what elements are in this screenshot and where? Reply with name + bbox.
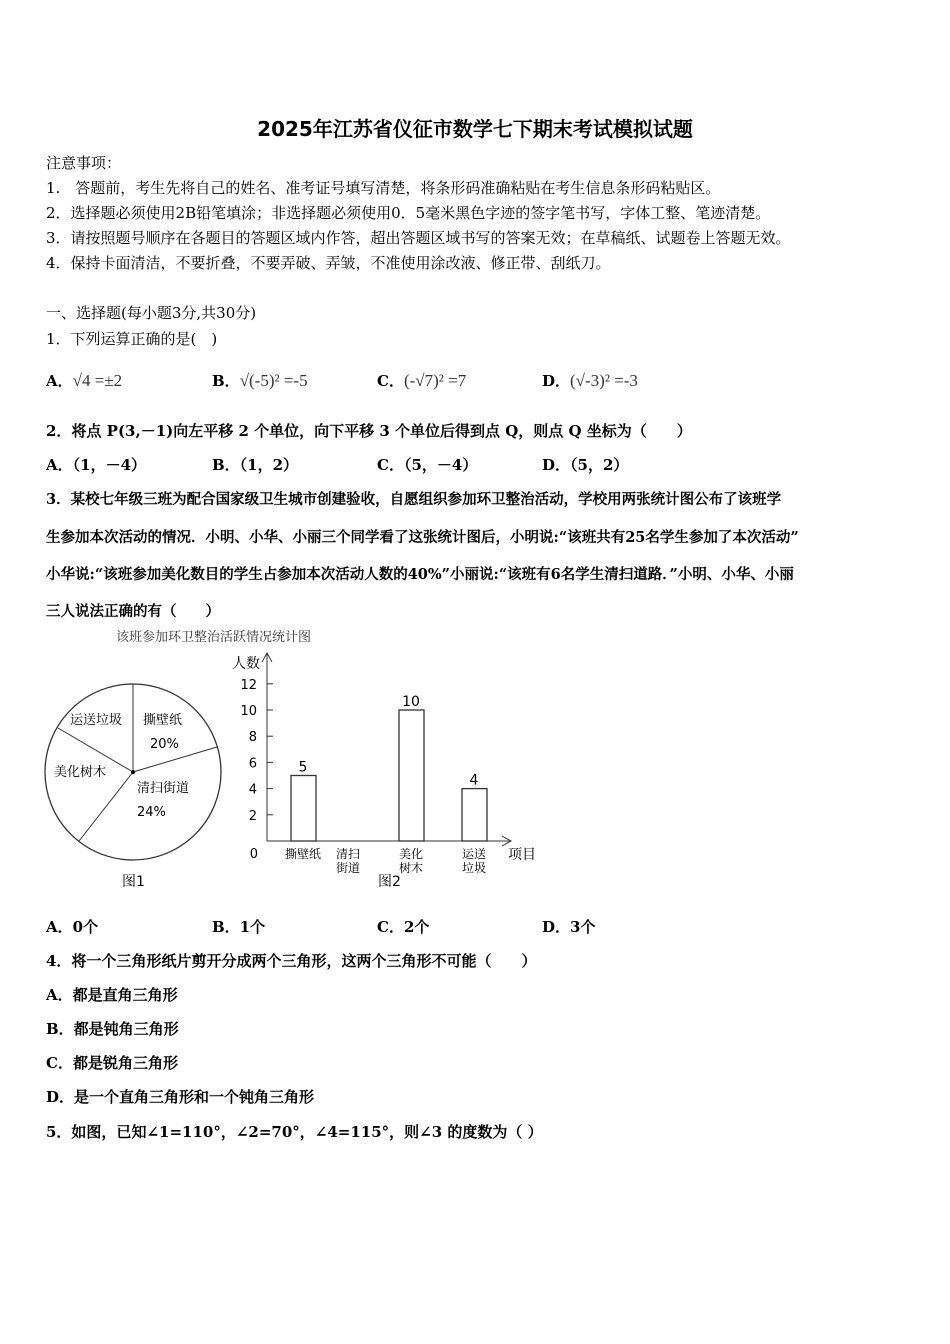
q1-option-b: B．√(-5)² =-5: [212, 371, 308, 390]
notice-item: 1. 答题前，考生先将自己的姓名、准考证号填写清楚，将条形码准确粘贴在考生信息条形码粘贴区。: [46, 179, 721, 197]
y-tick-label: 10: [240, 704, 257, 719]
bar-value-label: 4: [469, 772, 479, 789]
pie-value: 24%: [137, 805, 166, 820]
notice-item: 4．保持卡面清洁，不要折叠，不要弄破、弄皱，不准使用涂改液、修正带、刮纸刀。: [46, 254, 611, 272]
q2-stem: 2．将点 P(3,－1)向左平移 2 个单位，向下平移 3 个单位后得到点 Q，则点 Q 坐标为（ ）: [46, 422, 692, 440]
x-tick-label: 清扫: [335, 847, 361, 861]
pie-label: 运送垃圾: [70, 713, 123, 728]
y-tick-label: 2: [248, 808, 257, 824]
notice-heading: 注意事项：: [46, 154, 122, 172]
pie-chart: [45, 684, 221, 890]
x-axis-label: 项目: [508, 847, 536, 863]
notice-item: 3．请按照题号顺序在各题目的答题区域内作答，超出答题区域书写的答案无效；在草稿纸、试题卷上答题无效。: [46, 229, 791, 247]
bar: [291, 776, 316, 842]
section-heading: 一、选择题(每小题3分,共30分): [46, 304, 257, 322]
bar: [462, 789, 487, 841]
bar-value-label: 10: [402, 694, 420, 710]
pie-value: 20%: [150, 737, 179, 752]
q3-option-b: B．1个: [212, 918, 266, 936]
pie-center: [131, 770, 135, 774]
x-tick-label: 垃圾: [461, 861, 487, 875]
q4-option-b: B．都是钝角三角形: [46, 1020, 179, 1038]
q3-option-a: A．0个: [46, 918, 99, 936]
q3-line: 生参加本次活动的情况．小明、小华、小丽三个同学看了这张统计图后，小明说:“该班共有25名学生参加了本次活动”: [46, 529, 799, 546]
pie-label: 撕壁纸: [143, 713, 183, 728]
q4-stem: 4．将一个三角形纸片剪开分成两个三角形，这两个三角形不可能（ ）: [46, 952, 537, 970]
y-tick-label: 12: [240, 677, 257, 693]
pie-divider: [79, 772, 133, 841]
x-tick-label: 运送: [461, 847, 487, 861]
y-tick-label: 0: [249, 847, 258, 862]
y-tick-label: 8: [248, 730, 257, 746]
q2-option-d: D．（5，2）: [542, 456, 629, 474]
q3-line: 3．某校七年级三班为配合国家级卫生城市创建验收，自愿组织参加环卫整治活动，学校用两张统计图公布了该班学: [46, 491, 782, 508]
bar-caption: 图2: [378, 874, 401, 890]
y-tick-label: 6: [248, 756, 257, 772]
x-tick-label: 树木: [398, 861, 424, 875]
q4-option-c: C．都是锐角三角形: [46, 1054, 178, 1072]
notice-item: 2．选择题必须使用2B铅笔填涂；非选择题必须使用0．5毫米黑色字迹的签字笔书写，字体工整、笔迹清楚。: [46, 204, 771, 222]
q4-option-d: D．是一个直角三角形和一个钝角三角形: [46, 1088, 315, 1106]
y-tick-label: 4: [248, 782, 257, 798]
q3-option-c: C．2个: [377, 918, 430, 936]
q2-option-c: C．（5，－4）: [377, 456, 478, 474]
q2-option-b: B．（1，2）: [212, 456, 299, 474]
x-tick-label: 街道: [335, 861, 361, 875]
pie-label: 清扫街道: [137, 781, 190, 796]
q1-option-c: C．(-√7)² =7: [377, 371, 467, 390]
bar: [399, 710, 424, 841]
q2-option-a: A．（1，－4）: [46, 456, 147, 474]
q3-option-d: D．3个: [542, 918, 596, 936]
pie-caption: 图1: [122, 874, 145, 890]
y-axis-label: 人数: [232, 656, 260, 672]
q3-line: 小华说:“该班参加美化数目的学生占参加本次活动人数的40%”小丽说:“该班有6名学生清扫道路．”小明、小华、小丽: [46, 566, 794, 583]
page-title: 2025年江苏省仪征市数学七下期末考试模拟试题: [257, 117, 693, 141]
bar-value-label: 5: [298, 759, 308, 776]
statistics-figures: [0, 620, 560, 900]
q1-stem: 1．下列运算正确的是( ): [46, 330, 218, 348]
bar-chart: [232, 653, 536, 890]
pie-label: 美化树木: [54, 765, 107, 780]
x-tick-label: 美化: [398, 847, 424, 861]
x-tick-label: 撕壁纸: [284, 847, 322, 861]
q1-option-d: D．(√-3)² =-3: [542, 371, 638, 390]
q4-option-a: A．都是直角三角形: [46, 986, 178, 1004]
q5-stem: 5．如图，已知∠1=110°，∠2=70°，∠4=115°，则∠3 的度数为（ ）: [46, 1123, 543, 1141]
chart-title: 该班参加环卫整治活跃情况统计图: [116, 630, 312, 645]
q3-line: 三人说法正确的有（ ）: [46, 603, 220, 620]
q1-option-a: A．√4 =±2: [46, 371, 123, 390]
